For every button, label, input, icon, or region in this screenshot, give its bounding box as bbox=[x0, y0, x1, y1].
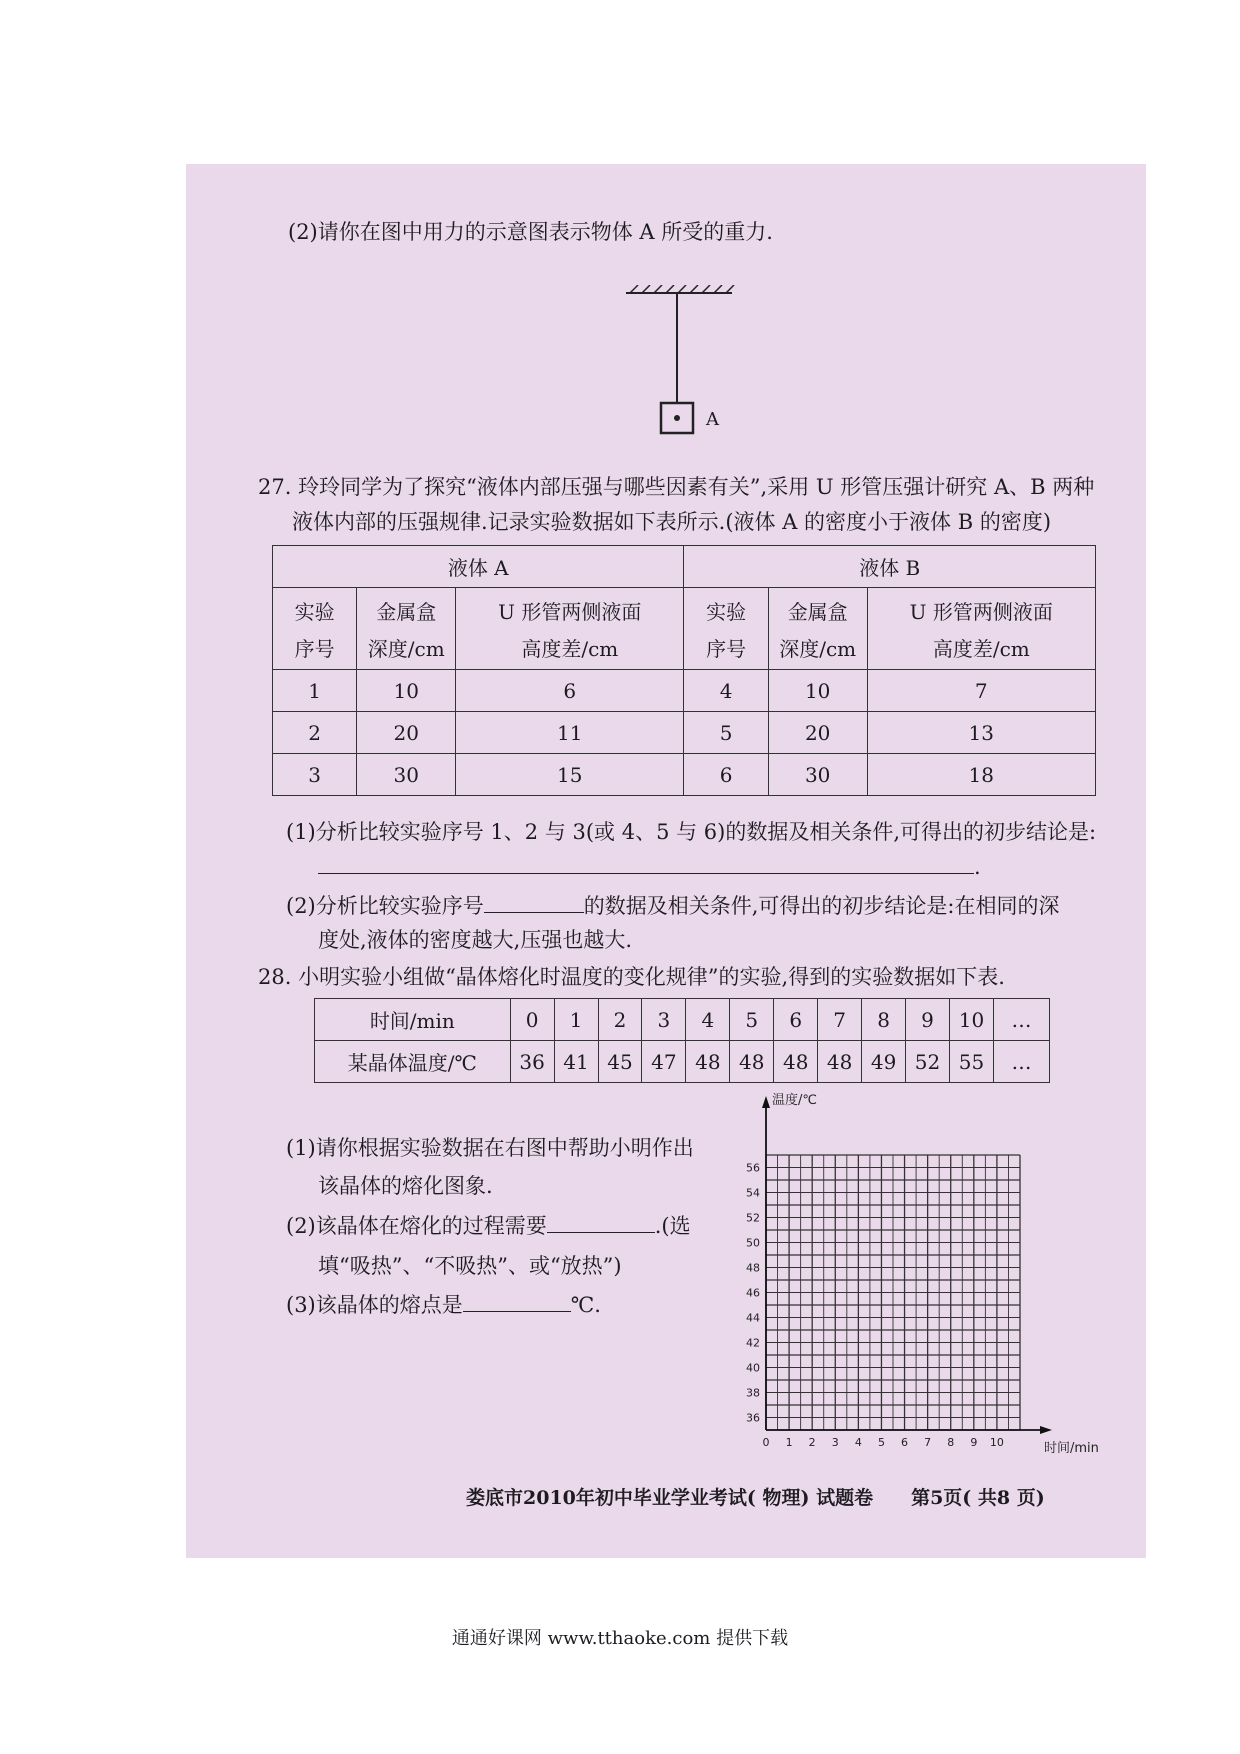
suspended-object-figure bbox=[620, 285, 740, 445]
group-header-liquid-a: 液体 A bbox=[273, 546, 684, 588]
y-tick-label: 36 bbox=[746, 1411, 760, 1425]
table-cell: 5 bbox=[684, 712, 768, 754]
table-cell: 4 bbox=[686, 999, 730, 1041]
q28-p2-line2: 填“吸热”、“不吸热”、或“放热”) bbox=[318, 1254, 622, 1278]
x-tick-label: 6 bbox=[901, 1436, 909, 1449]
table-cell: … bbox=[993, 1041, 1049, 1083]
answer-blank[interactable] bbox=[318, 853, 974, 874]
x-tick-label: 7 bbox=[924, 1436, 932, 1449]
table-cell: 45 bbox=[598, 1041, 642, 1083]
table-cell: 6 bbox=[456, 670, 684, 712]
table-cell: 48 bbox=[686, 1041, 730, 1083]
x-tick-label: 8 bbox=[947, 1436, 955, 1449]
time-row-label: 时间/min bbox=[315, 999, 511, 1041]
table-cell: 2 bbox=[598, 999, 642, 1041]
table-cell: 48 bbox=[730, 1041, 774, 1083]
table-cell: 52 bbox=[906, 1041, 950, 1083]
y-tick-label: 48 bbox=[746, 1261, 760, 1275]
q26-part2: (2)请你在图中用力的示意图表示物体 A 所受的重力. bbox=[288, 220, 773, 244]
answer-blank[interactable] bbox=[484, 892, 584, 913]
x-tick-label: 1 bbox=[785, 1436, 793, 1449]
table-cell: 48 bbox=[774, 1041, 818, 1083]
answer-blank[interactable] bbox=[547, 1212, 655, 1233]
table-cell: 20 bbox=[357, 712, 456, 754]
table-cell: 1 bbox=[554, 999, 598, 1041]
y-tick-label: 54 bbox=[746, 1186, 760, 1200]
table-cell: 20 bbox=[768, 712, 867, 754]
table-cell: 4 bbox=[684, 670, 768, 712]
y-tick-label: 44 bbox=[746, 1311, 760, 1325]
q28-p1-line2: 该晶体的熔化图象. bbox=[318, 1174, 493, 1198]
q28-p1-line1: (1)请你根据实验数据在右图中帮助小明作出 bbox=[286, 1136, 694, 1160]
table-cell: 6 bbox=[774, 999, 818, 1041]
q27-q2: (2)分析比较实验序号 的数据及相关条件,可得出的初步结论是:在相同的深 bbox=[286, 894, 1060, 918]
answer-blank[interactable] bbox=[463, 1291, 571, 1312]
q27-stem-line2: 液体内部的压强规律.记录实验数据如下表所示.(液体 A 的密度小于液体 B 的密度) bbox=[292, 510, 1052, 534]
header-depth: 金属盒 深度/cm bbox=[768, 588, 867, 670]
x-tick-label: 4 bbox=[854, 1436, 862, 1449]
y-axis-label: 温度/℃ bbox=[772, 1093, 817, 1108]
header-height-diff: U 形管两侧液面 高度差/cm bbox=[456, 588, 684, 670]
table-cell: 48 bbox=[818, 1041, 862, 1083]
header-trial: 实验 序号 bbox=[273, 588, 357, 670]
header-depth: 金属盒 深度/cm bbox=[357, 588, 456, 670]
q28-p2: (2)该晶体在熔化的过程需要 .(选 bbox=[286, 1214, 691, 1238]
table-cell: 41 bbox=[554, 1041, 598, 1083]
melting-data-table bbox=[314, 998, 1050, 1083]
group-header-liquid-b: 液体 B bbox=[684, 546, 1096, 588]
x-tick-label: 9 bbox=[970, 1436, 978, 1449]
y-tick-label: 42 bbox=[746, 1336, 760, 1350]
melting-graph-grid[interactable] bbox=[728, 1090, 1108, 1460]
q27-stem-line1: 27. 玲玲同学为了探究“液体内部压强与哪些因素有关”,采用 U 形管压强计研究 A、B 两种 bbox=[258, 475, 1095, 499]
y-tick-label: 46 bbox=[746, 1286, 760, 1300]
table-cell: 13 bbox=[867, 712, 1095, 754]
y-tick-label: 50 bbox=[746, 1236, 760, 1250]
table-cell: 3 bbox=[642, 999, 686, 1041]
table-cell: 15 bbox=[456, 754, 684, 796]
table-cell: 6 bbox=[684, 754, 768, 796]
x-axis-label: 时间/min bbox=[1044, 1441, 1099, 1456]
table-cell: 7 bbox=[818, 999, 862, 1041]
table-cell: … bbox=[993, 999, 1049, 1041]
q27-q2-line2: 度处,液体的密度越大,压强也越大. bbox=[318, 928, 633, 952]
table-cell: 30 bbox=[357, 754, 456, 796]
page-footer: 娄底市2010年初中毕业学业考试( 物理) 试题卷 第5页( 共8 页) bbox=[466, 1487, 1045, 1509]
y-axis-arrow bbox=[762, 1096, 770, 1108]
y-tick-label: 40 bbox=[746, 1361, 760, 1375]
table-cell: 7 bbox=[867, 670, 1095, 712]
table-cell: 10 bbox=[357, 670, 456, 712]
table-cell: 36 bbox=[510, 1041, 554, 1083]
table-cell: 3 bbox=[273, 754, 357, 796]
q27-q1: (1)分析比较实验序号 1、2 与 3(或 4、5 与 6)的数据及相关条件,可得出的初步结论是: bbox=[286, 820, 1097, 844]
table-cell: 55 bbox=[950, 1041, 994, 1083]
y-tick-label: 52 bbox=[746, 1211, 760, 1225]
q28-stem: 28. 小明实验小组做“晶体熔化时温度的变化规律”的实验,得到的实验数据如下表. bbox=[258, 965, 1005, 989]
table-cell: 1 bbox=[273, 670, 357, 712]
table-row bbox=[273, 670, 1096, 712]
x-tick-label: 5 bbox=[877, 1436, 885, 1449]
y-tick-label: 56 bbox=[746, 1161, 760, 1175]
table-cell: 0 bbox=[510, 999, 554, 1041]
table-cell: 47 bbox=[642, 1041, 686, 1083]
object-label: A bbox=[706, 409, 719, 430]
pressure-data-table bbox=[272, 545, 1096, 796]
x-tick-label: 10 bbox=[989, 1436, 1004, 1449]
y-tick-label: 38 bbox=[746, 1386, 760, 1400]
table-cell: 2 bbox=[273, 712, 357, 754]
table-row bbox=[273, 712, 1096, 754]
table-cell: 49 bbox=[862, 1041, 906, 1083]
header-height-diff: U 形管两侧液面 高度差/cm bbox=[867, 588, 1095, 670]
table-cell: 9 bbox=[906, 999, 950, 1041]
temperature-row bbox=[315, 1041, 1050, 1083]
table-cell: 11 bbox=[456, 712, 684, 754]
q28-p3: (3)该晶体的熔点是 ℃. bbox=[286, 1293, 601, 1317]
table-cell: 10 bbox=[950, 999, 994, 1041]
table-cell: 8 bbox=[862, 999, 906, 1041]
x-tick-label: 3 bbox=[831, 1436, 839, 1449]
x-tick-label: 0 bbox=[762, 1436, 770, 1449]
table-row bbox=[273, 754, 1096, 796]
x-tick-label: 2 bbox=[808, 1436, 816, 1449]
temperature-row-label: 某晶体温度/℃ bbox=[315, 1041, 511, 1083]
table-cell: 18 bbox=[867, 754, 1095, 796]
x-axis-arrow bbox=[1040, 1426, 1052, 1434]
table-cell: 10 bbox=[768, 670, 867, 712]
time-row bbox=[315, 999, 1050, 1041]
q27-q1-answer: . bbox=[318, 853, 981, 881]
source-line: 通通好课网 www.tthaoke.com 提供下载 bbox=[451, 1628, 789, 1649]
table-cell: 5 bbox=[730, 999, 774, 1041]
table-cell: 30 bbox=[768, 754, 867, 796]
header-trial: 实验 序号 bbox=[684, 588, 768, 670]
